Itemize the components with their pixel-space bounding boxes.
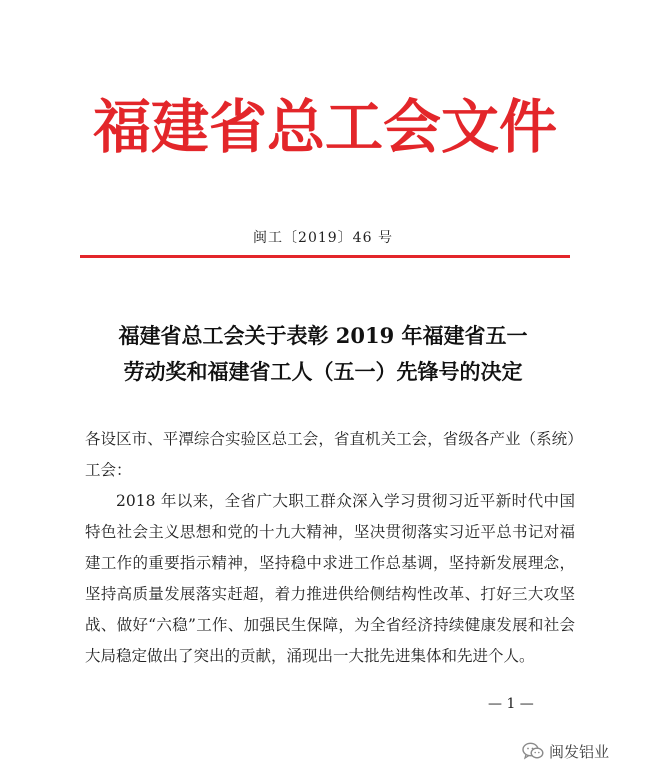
page-number: — 1 — xyxy=(488,696,534,712)
body-paragraph: 2018 年以来，全省广大职工群众深入学习贯彻习近平新时代中国特色社会主义思想和党的十九大精神，坚决贯彻落实习近平总书记对福建工作的重要指示精神，坚持稳中求进工作总基调，坚持新发展理念，坚持高质量发展落实赶超，着力推进供给侧结构性改革、打好三大攻坚战、做好“六稳”工作、加强民生保障，为全省经济持续健康发展和社会大局稳定做出了突出的贡献，涌现出一大批先进集体和先进个人。 xyxy=(85,492,575,665)
red-divider-line xyxy=(80,255,570,258)
document-header-title: 福建省总工会文件 xyxy=(92,93,557,161)
decision-title-line-1: 福建省总工会关于表彰 2019 年福建省五一 xyxy=(118,323,528,348)
recipients-line: 各设区市、平潭综合实验区总工会，省直机关工会，省级各产业（系统）工会： xyxy=(85,430,575,479)
document-number: 闽工〔2019〕46 号 xyxy=(253,230,393,246)
source-watermark xyxy=(522,738,609,764)
document-body xyxy=(85,424,575,672)
wechat-icon xyxy=(522,742,544,760)
watermark-text: 闽发铝业 xyxy=(549,742,610,761)
decision-title-line-2: 劳动奖和福建省工人（五一）先锋号的决定 xyxy=(123,359,523,384)
decision-title xyxy=(40,318,606,390)
